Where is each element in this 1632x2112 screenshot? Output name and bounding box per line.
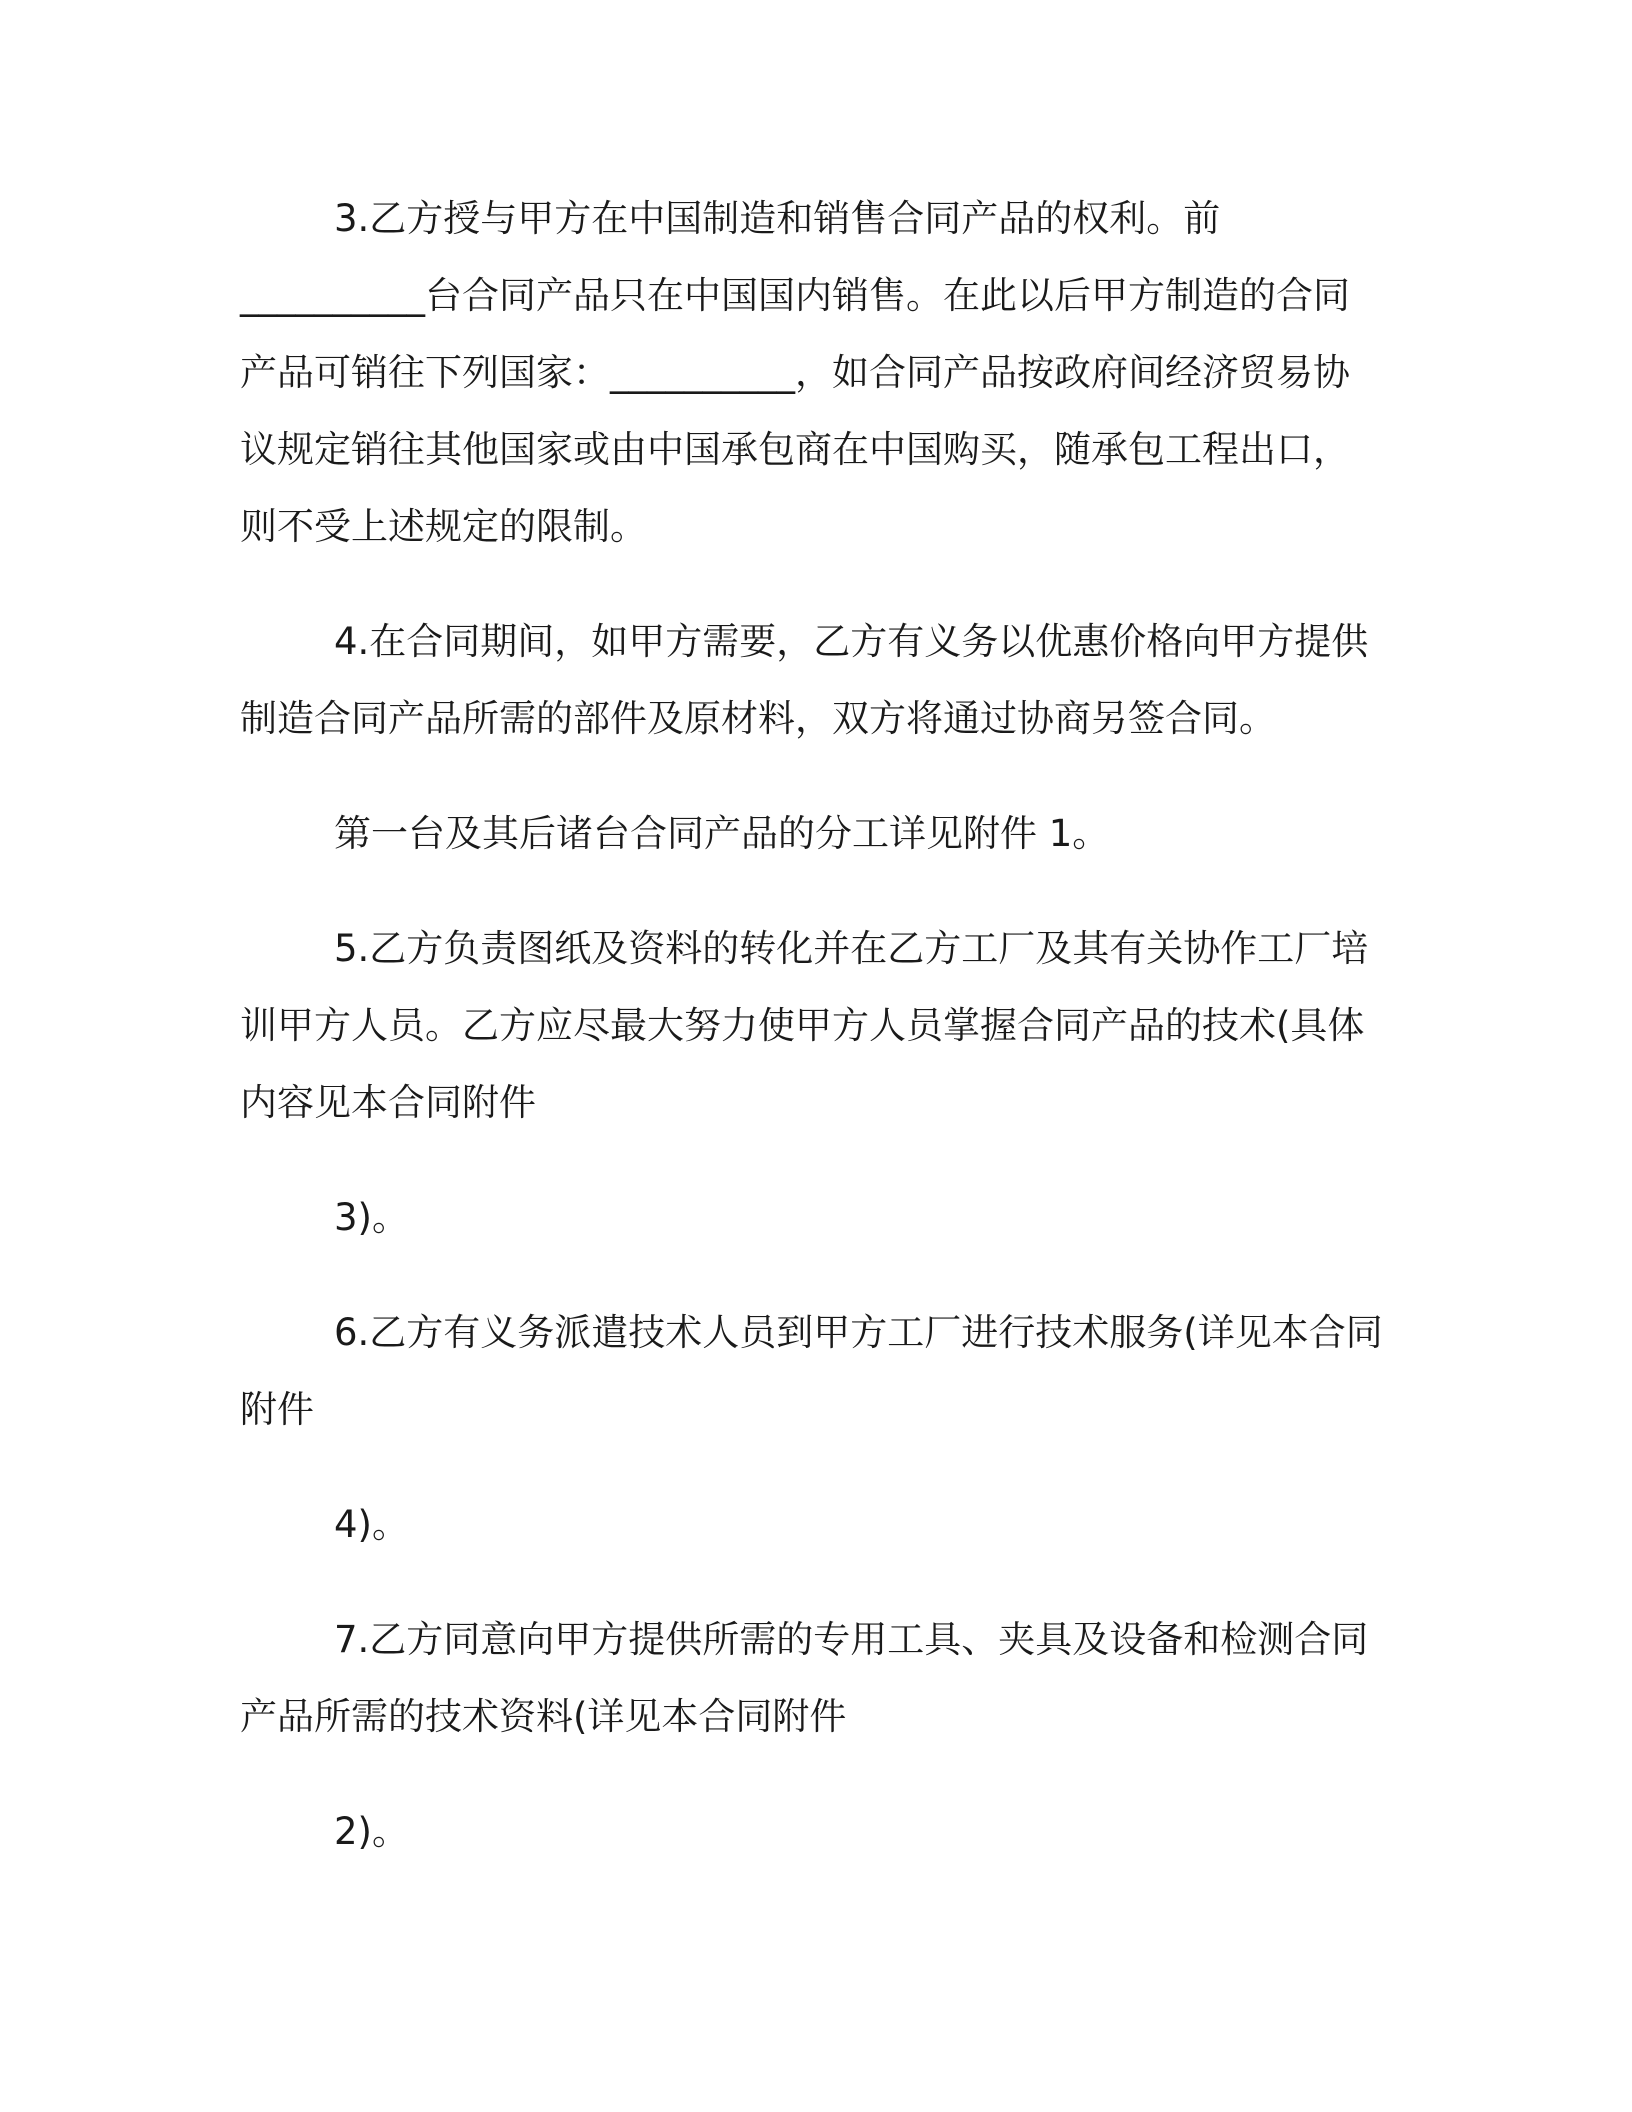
clause-3 <box>240 180 1400 565</box>
text-line: 产品所需的技术资料(详见本合同附件 <box>240 1695 847 1738</box>
text-line: 议规定销往其他国家或由中国承包商在中国购买，随承包工程出口， <box>240 428 1350 471</box>
text-line: 内容见本合同附件 <box>240 1081 536 1124</box>
text-line: __________台合同产品只在中国国内销售。在此以后甲方制造的合同 <box>240 274 1350 317</box>
text-line: 3)。 <box>334 1196 409 1239</box>
clause-6-annex-ref <box>240 1486 1400 1563</box>
text-line: 制造合同产品所需的部件及原材料，双方将通过协商另签合同。 <box>240 697 1276 740</box>
text-line: 2)。 <box>334 1810 409 1853</box>
clause-7 <box>240 1601 1400 1755</box>
text-line: 则不受上述规定的限制。 <box>240 505 647 548</box>
text-line: 6.乙方有义务派遣技术人员到甲方工厂进行技术服务(详见本合同 <box>334 1311 1383 1354</box>
text-line: 4)。 <box>334 1503 409 1546</box>
clause-7-annex-ref <box>240 1793 1400 1870</box>
clause-5 <box>240 910 1400 1141</box>
text-line: 第一台及其后诸台合同产品的分工详见附件 1。 <box>334 812 1110 855</box>
text-line: 3.乙方授与甲方在中国制造和销售合同产品的权利。前 <box>334 197 1221 240</box>
clause-4 <box>240 603 1400 757</box>
text-line: 产品可销往下列国家：__________，如合同产品按政府间经济贸易协 <box>240 351 1350 394</box>
clause-6 <box>240 1294 1400 1448</box>
document-page <box>240 180 1400 1908</box>
text-line: 4.在合同期间，如甲方需要，乙方有义务以优惠价格向甲方提供 <box>334 620 1369 663</box>
text-line: 5.乙方负责图纸及资料的转化并在乙方工厂及其有关协作工厂培 <box>334 927 1369 970</box>
text-line: 附件 <box>240 1388 314 1431</box>
text-line: 训甲方人员。乙方应尽最大努力使甲方人员掌握合同产品的技术(具体 <box>240 1004 1365 1047</box>
division-of-work-note <box>240 795 1400 872</box>
clause-5-annex-ref <box>240 1179 1400 1256</box>
text-line: 7.乙方同意向甲方提供所需的专用工具、夹具及设备和检测合同 <box>334 1618 1369 1661</box>
